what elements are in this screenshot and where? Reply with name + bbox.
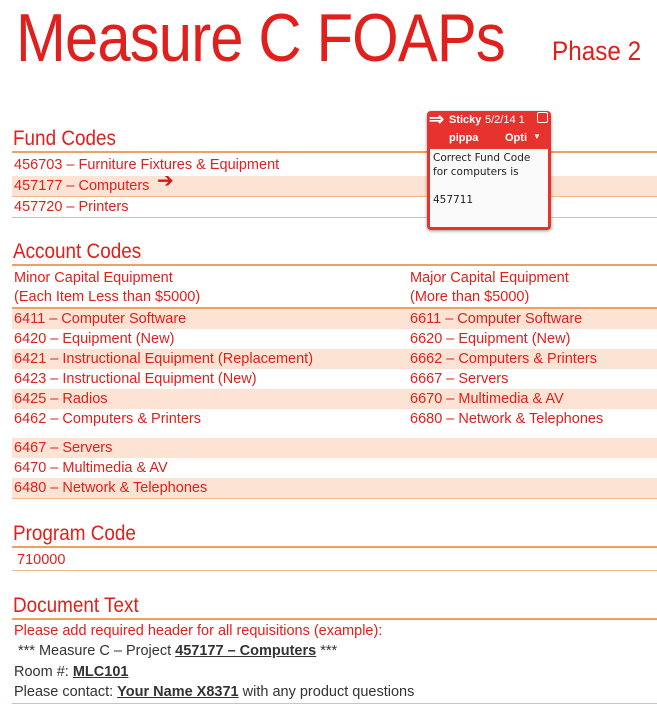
major-code: 6670 – Multimedia & AV — [410, 391, 564, 407]
fund-row — [12, 197, 657, 217]
document-divider — [12, 703, 657, 704]
arrow-right-icon: ⇒ — [429, 109, 445, 129]
major-code: 6611 – Computer Software — [410, 311, 583, 327]
document-instruction: Please add required header for all requisitions (example): — [14, 623, 383, 639]
header-example-suffix: *** — [316, 643, 338, 659]
document-text-heading: Document Text — [13, 594, 139, 617]
chevron-down-icon[interactable]: ▼ — [533, 132, 541, 141]
minor-code: 6423 – Instructional Equipment (New) — [14, 371, 257, 387]
major-code: 6662 – Computers & Printers — [410, 351, 597, 367]
sticky-note-header[interactable] — [427, 111, 551, 149]
fund-row-divider — [12, 217, 657, 218]
major-code: 6680 – Network & Telephones — [410, 411, 604, 427]
contact-suffix: with any product questions — [238, 684, 415, 700]
fund-code: 457177 – Computers — [14, 178, 150, 194]
minor-header: Minor Capital Equipment — [14, 270, 173, 286]
sticky-note[interactable] — [427, 111, 551, 230]
page-subtitle: Phase 2 — [552, 36, 642, 66]
contact-label: Please contact: — [14, 684, 118, 700]
program-row — [12, 550, 657, 570]
sticky-note-text: Correct Fund Code — [433, 152, 531, 164]
sticky-note-text: 457711 — [433, 194, 474, 206]
sticky-note-title: Sticky — [449, 114, 482, 126]
document-header-example — [18, 642, 337, 661]
minor-code: 6470 – Multimedia & AV — [14, 460, 168, 476]
program-code: 710000 — [17, 552, 66, 568]
account-row — [12, 309, 657, 329]
account-codes-heading: Account Codes — [13, 240, 142, 263]
room-value: MLC101 — [72, 664, 129, 680]
account-row — [12, 389, 657, 409]
fund-code: 456703 – Furniture Fixtures & Equipment — [14, 157, 280, 173]
close-icon[interactable] — [537, 112, 548, 123]
program-code-divider — [12, 546, 657, 548]
account-row — [12, 349, 657, 369]
account-row — [12, 409, 657, 429]
program-row-divider — [12, 570, 657, 571]
account-header-row — [12, 268, 657, 288]
minor-code: 6462 – Computers & Printers — [14, 411, 201, 427]
major-code: 6620 – Equipment (New) — [410, 331, 571, 347]
minor-code: 6411 – Computer Software — [14, 311, 187, 327]
major-header: (More than $5000) — [410, 289, 530, 305]
minor-code: 6480 – Network & Telephones — [14, 480, 208, 496]
fund-row — [12, 155, 657, 175]
sticky-note-options[interactable]: Opti — [505, 132, 527, 144]
account-header-row — [12, 287, 657, 307]
document-contact — [14, 683, 414, 702]
arrow-right-icon: ➔ — [157, 170, 174, 192]
account-codes-divider — [12, 264, 657, 266]
minor-code: 6421 – Instructional Equipment (Replacement) — [14, 351, 314, 367]
account-row — [12, 369, 657, 389]
minor-code: 6420 – Equipment (New) — [14, 331, 175, 347]
sticky-note-body[interactable] — [430, 149, 548, 227]
header-example-fund: 457177 – Computers — [175, 643, 317, 659]
document-text-divider — [12, 618, 657, 620]
program-code-heading: Program Code — [13, 522, 136, 545]
minor-code: 6467 – Servers — [14, 440, 113, 456]
room-label: Room #: — [14, 664, 73, 680]
account-row — [12, 438, 657, 458]
document-room — [14, 663, 128, 682]
fund-codes-divider — [12, 151, 657, 153]
fund-codes-heading: Fund Codes — [13, 127, 116, 150]
sticky-note-text: for computers is — [433, 166, 519, 178]
major-header: Major Capital Equipment — [410, 270, 569, 286]
account-row — [12, 458, 657, 478]
major-code: 6667 – Servers — [410, 371, 509, 387]
sticky-note-author: pippa — [449, 132, 479, 144]
fund-row — [12, 176, 657, 196]
fund-code: 457720 – Printers — [14, 199, 129, 215]
account-row — [12, 329, 657, 349]
contact-value: Your Name X8371 — [117, 684, 239, 700]
page-title: Measure C FOAPs — [16, 0, 505, 76]
account-row — [12, 478, 657, 498]
header-example-prefix: *** Measure C – Project — [18, 643, 176, 659]
minor-code: 6425 – Radios — [14, 391, 108, 407]
account-row-divider — [12, 498, 657, 499]
sticky-note-date: 5/2/14 1 — [485, 114, 525, 126]
minor-header: (Each Item Less than $5000) — [14, 289, 201, 305]
